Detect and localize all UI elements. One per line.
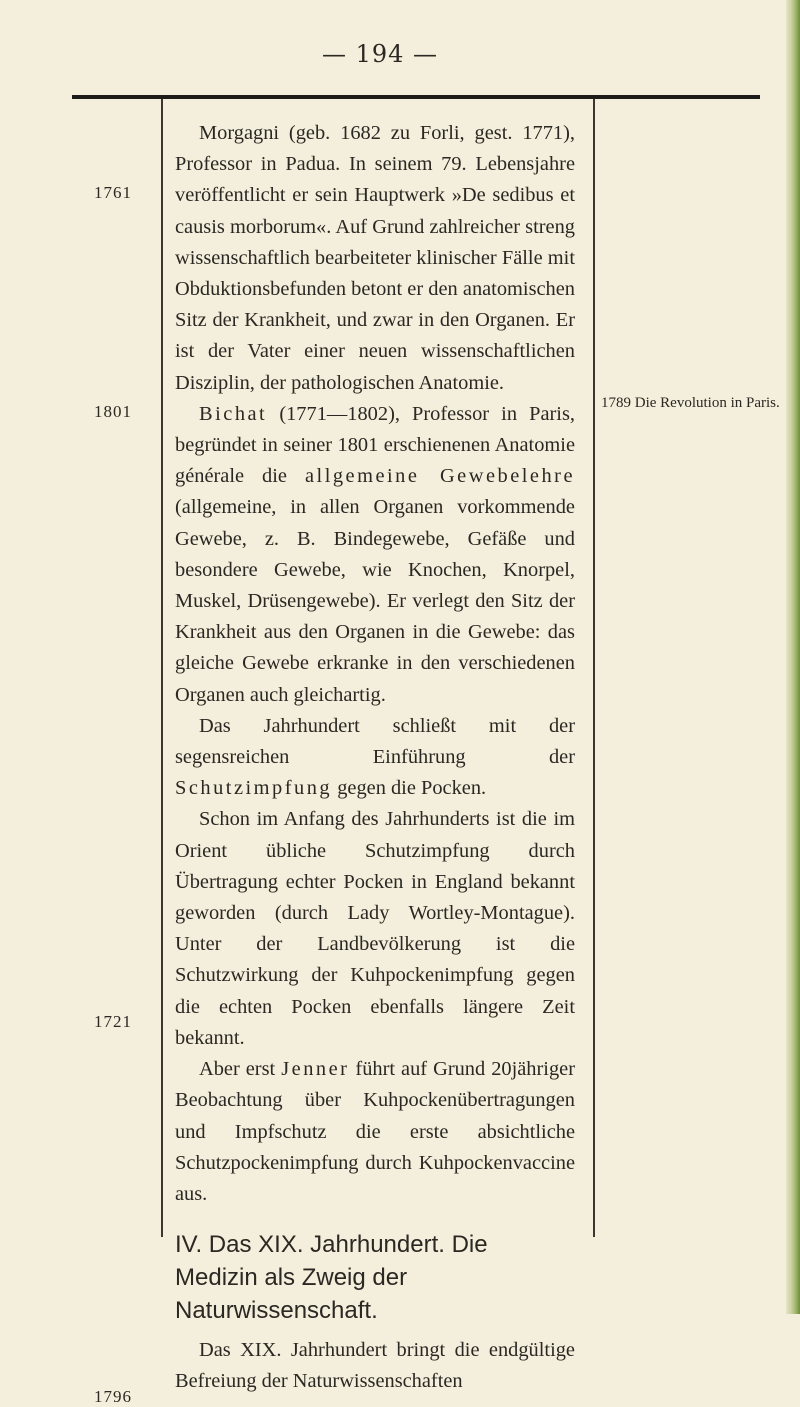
paragraph-jenner: [175, 1054, 575, 1210]
paragraph-xix: Das XIX. Jahrhundert bringt die endgültige Befreiung der Naturwissenschaften: [175, 1339, 575, 1393]
term-schutzimpfung: Schutzimpfung: [175, 777, 333, 800]
name-bichat: Bichat: [199, 402, 268, 425]
year-1796: 1796: [94, 1387, 132, 1406]
schutzimpfung-text: Das Jahrhundert schließt mit der segensreichen Einführung der: [175, 714, 575, 769]
right-column-rule: [593, 99, 595, 1237]
term-gewebelehre: allgemeine Gewebelehre: [304, 465, 575, 488]
year-1721: 1721: [94, 1012, 132, 1031]
page-edge: [786, 0, 800, 1314]
main-text: [175, 118, 575, 1398]
bichat-text: (1771—1802), Professor in Paris, begründet in seiner 1801 erschienenen Anatomie générale die: [175, 402, 575, 488]
year-1761: 1761: [94, 183, 132, 202]
jenner-text-end: führt auf Grund 20jähriger Beobachtung über Kuhpockenübertragungen und Impfschutz die erste absichtliche Schutzpockenimpfung durch Kuhpockenvaccine aus.: [175, 1058, 575, 1205]
page-number: — 194 —: [321, 40, 439, 68]
top-rule: [72, 95, 760, 99]
section-heading: IV. Das XIX. Jahrhundert. Die Medizin als Zweig der Naturwissenschaft.: [175, 1231, 488, 1325]
left-column-rule: [161, 99, 163, 1237]
paragraph-morgagni: Morgagni (geb. 1682 zu Forli, gest. 1771), Professor in Padua. In seinem 79. Lebensjahre veröffentlicht er sein Hauptwerk »De sedibus et causis morborum«. Auf Grund zahlreicher streng wissenschaftlich bearbeiteter klinischer Fälle mit Obduktionsbefunden betont er den anatomischen Sitz der Krankheit, und zwar in den Organen. Er ist der Vater einer neuen wissenschaftlichen Disziplin, der pathologischen Anatomie.: [175, 122, 575, 394]
schutzimpfung-text-end: gegen die Pocken.: [332, 777, 487, 800]
jenner-text: Aber erst: [199, 1058, 282, 1081]
year-1801: 1801: [94, 402, 132, 421]
paragraph-schutzimpfung: [175, 711, 575, 805]
paragraph-bichat: [175, 399, 575, 711]
name-jenner: Jenner: [281, 1058, 350, 1081]
paragraph-orient: Schon im Anfang des Jahrhunderts ist die im Orient übliche Schutzimpfung durch Übertragung echter Pocken in England bekannt geworden (durch Lady Wortley-Montague). Unter der Landbevölkerung ist die Schutzwirkung der Kuhpockenimpfung gegen die echten Pocken ebenfalls längere Zeit bekannt.: [175, 808, 575, 1049]
margin-note: 1789 Die Revolution in Paris.: [601, 395, 780, 411]
bichat-text-tail: (allgemeine, in allen Organen vorkommende Gewebe, z. B. Bindegewebe, Gefäße und besondere Gewebe, wie Knochen, Knorpel, Muskel, Drüsengewebe). Er verlegt den Sitz der Krankheit aus den Organen in die Gewebe: das gleiche Gewebe erkranke in den verschiedenen Organen auch gleichartig.: [175, 496, 575, 706]
